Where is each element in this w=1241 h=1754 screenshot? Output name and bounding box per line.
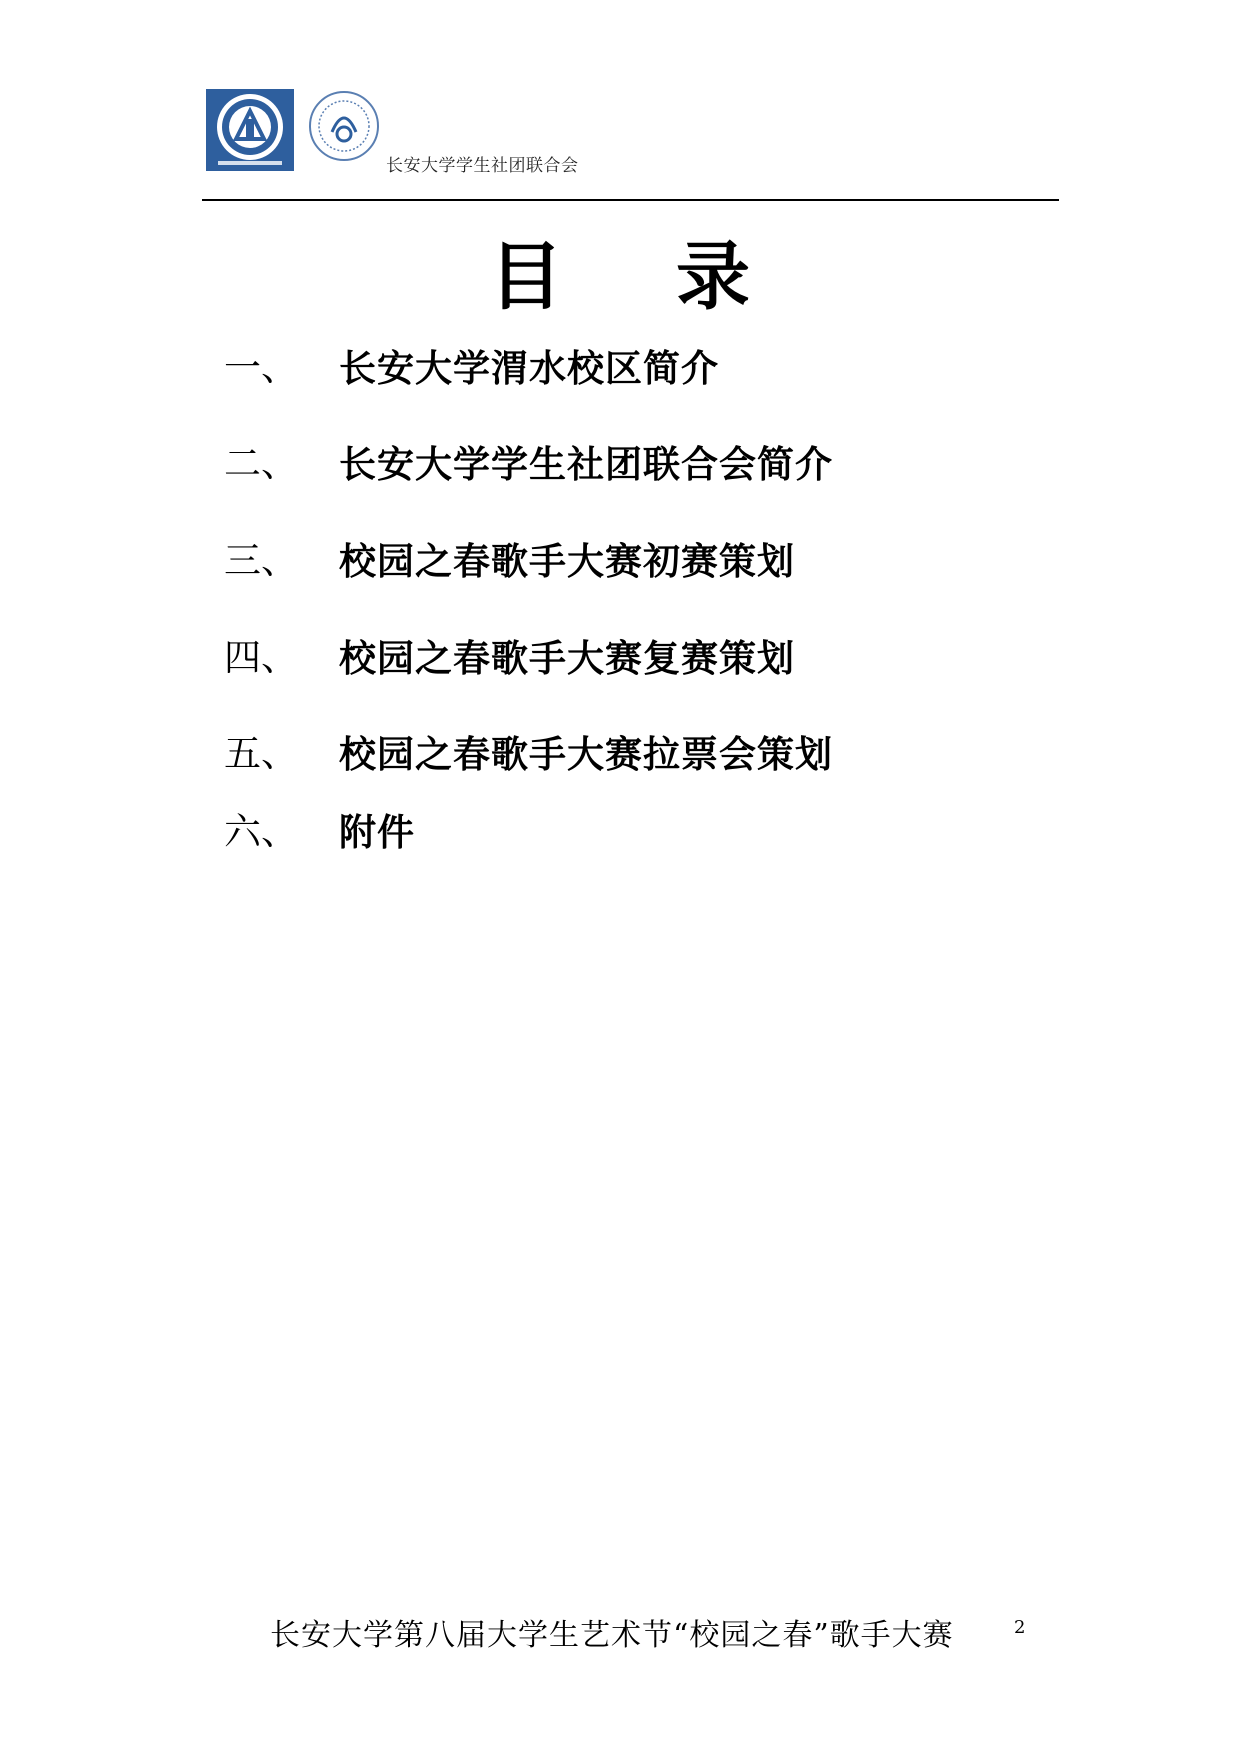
toc-item-number: 二、 — [224, 442, 298, 485]
toc-item-number: 四、 — [224, 636, 298, 679]
toc-item-number: 三、 — [224, 539, 298, 582]
header-org-name: 长安大学学生社团联合会 — [386, 156, 579, 176]
page-footer: 长安大学第八届大学生艺术节“校园之春”歌手大赛 — [270, 1618, 954, 1653]
toc-item-title: 校园之春歌手大赛初赛策划 — [339, 539, 795, 583]
toc-item-title: 校园之春歌手大赛复赛策划 — [339, 636, 795, 680]
toc-item-title: 附件 — [339, 810, 415, 854]
toc-item-number: 一、 — [224, 346, 298, 389]
university-emblem-icon — [206, 89, 294, 171]
toc-item-number: 五、 — [224, 732, 298, 775]
page-number: 2 — [1014, 1617, 1026, 1638]
toc-item-number: 六、 — [224, 810, 298, 853]
toc-item-title: 长安大学学生社团联合会简介 — [339, 442, 833, 486]
toc-item-title: 长安大学渭水校区简介 — [339, 346, 719, 390]
association-seal-icon — [308, 90, 380, 162]
page-title: 目 录 — [488, 234, 753, 320]
toc-item-title: 校园之春歌手大赛拉票会策划 — [339, 732, 833, 776]
header-divider — [202, 199, 1059, 201]
page-header — [0, 0, 1241, 210]
